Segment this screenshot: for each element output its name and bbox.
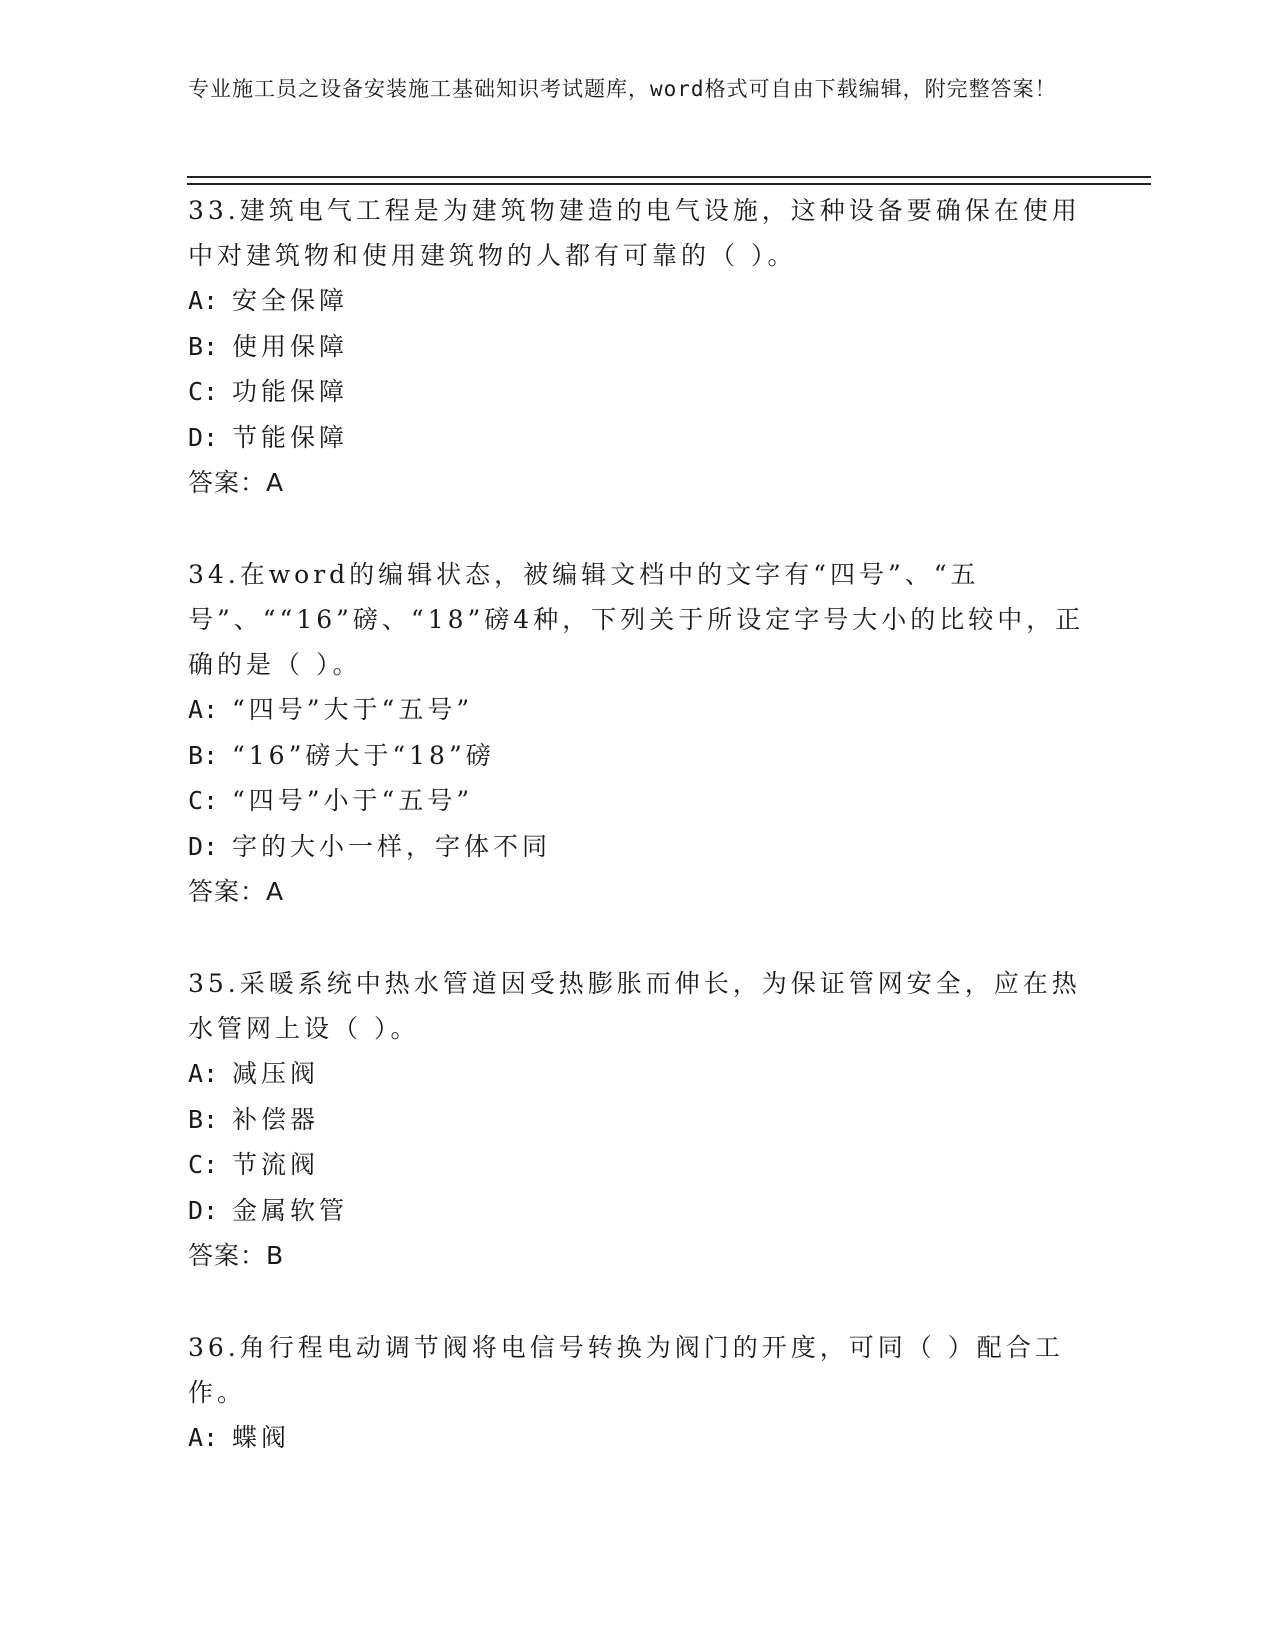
question-list [188,188,1088,1461]
option-text: “16”磅大于“18”磅 [232,740,495,770]
option-a [188,1051,1088,1097]
option-c [188,1142,1088,1188]
option-text: 安全保障 [232,286,349,315]
question-spacer [188,1278,1088,1325]
question-text: 35.采暖系统中热水管道因受热膨胀而伸长，为保证管网安全，应在热水管网上设（ ）。 [188,969,1081,1043]
option-letter: B: [188,1104,219,1134]
answer-line: 答案：B [188,1241,285,1270]
question-36 [188,1325,1088,1461]
document-header: 专业施工员之设备安装施工基础知识考试题库，word格式可自由下载编辑，附完整答案！ [188,77,1057,101]
option-letter: C: [188,786,219,815]
answer-line: 答案：A [188,468,285,497]
question-spacer [188,914,1088,961]
option-text: “四号”小于“五号” [232,786,474,815]
option-letter: A: [188,286,219,315]
question-33 [188,188,1088,505]
option-b [188,1097,1088,1143]
option-text: 节能保障 [232,422,349,452]
option-letter: A: [188,1423,219,1452]
option-letter: A: [188,695,219,724]
option-d [188,415,1088,461]
option-text: 节流阀 [232,1150,320,1179]
option-letter: B: [188,331,219,361]
option-a [188,278,1088,324]
option-letter: A: [188,1059,219,1088]
option-text: 功能保障 [232,377,349,406]
option-d [188,1188,1088,1234]
question-text: 34.在word的编辑状态，被编辑文档中的文字有“四号”、“五号”、““16”磅、“18”磅4种，下列关于所设定字号大小的比较中，正确的是（ ）。 [188,560,1085,679]
option-letter: D: [188,422,219,452]
answer-line: 答案：A [188,877,285,906]
question-spacer [188,505,1088,552]
question-text: 33.建筑电气工程是为建筑物建造的电气设施，这种设备要确保在使用中对建筑物和使用建筑物的人都有可靠的（ ）。 [188,196,1081,270]
option-text: 减压阀 [232,1059,320,1088]
option-letter: C: [188,1150,219,1179]
question-text: 36.角行程电动调节阀将电信号转换为阀门的开度，可同（ ）配合工作。 [188,1333,1064,1407]
option-text: 使用保障 [232,331,349,361]
question-34 [188,552,1088,914]
option-text: 字的大小一样，字体不同 [232,831,552,861]
option-text: 金属软管 [232,1195,349,1225]
question-35 [188,961,1088,1278]
option-a [188,1415,1088,1461]
option-text: 蝶阀 [232,1423,291,1452]
option-b [188,324,1088,370]
option-d [188,824,1088,870]
option-letter: C: [188,377,219,406]
header-rule-top [187,176,1151,178]
option-text: 补偿器 [232,1104,320,1134]
option-letter: D: [188,1195,219,1225]
option-c [188,778,1088,824]
option-c [188,369,1088,415]
option-letter: B: [188,740,219,770]
header-rule-bottom [187,183,1151,185]
option-a [188,687,1088,733]
option-letter: D: [188,831,219,861]
option-b [188,733,1088,779]
option-text: “四号”大于“五号” [232,695,474,724]
